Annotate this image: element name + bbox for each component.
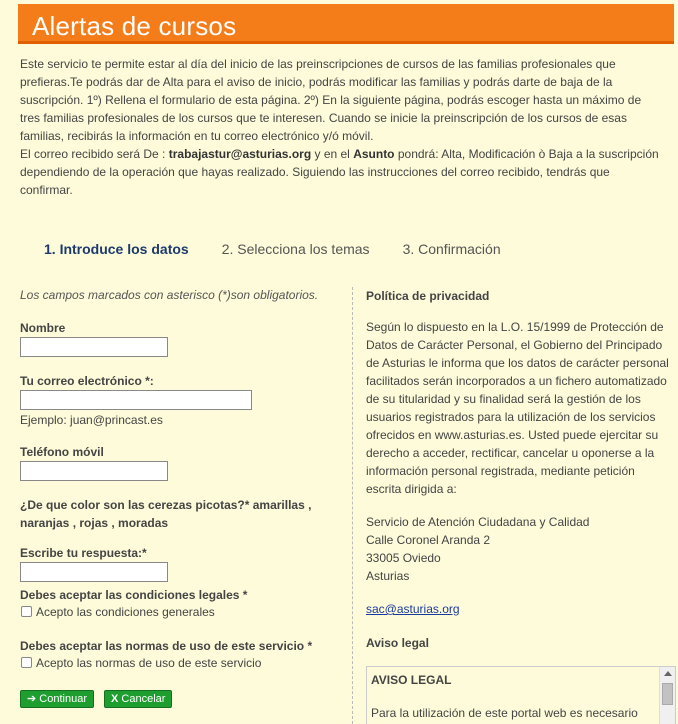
intro-paragraph-2-b: y en el bbox=[311, 147, 354, 161]
intro-paragraph-2-a: El correo recibido será De : bbox=[20, 147, 169, 161]
intro-text bbox=[20, 55, 660, 199]
asunto-label: Asunto bbox=[353, 147, 395, 161]
email-example: Ejemplo: juan@princast.es bbox=[20, 413, 163, 427]
legal-text-box[interactable] bbox=[366, 666, 676, 724]
nombre-label: Nombre bbox=[20, 321, 66, 335]
rules-checkbox-label[interactable]: Acepto las normas de uso de este servicio bbox=[36, 656, 262, 670]
address-line-3: 33005 Oviedo bbox=[366, 551, 441, 565]
privacy-text: Según lo dispuesto en la L.O. 15/1999 de Protección de Datos de Carácter Personal, el Gobierno del Principado de Asturias le informa que los datos de carácter personal facilitados serán incorporados a un fichero automatizado de su titularidad y su finalidad será la gestión de los usuarios registrados para la utilización de los servicios ofrecidos en www.asturias.es. Usted puede ejercitar su derecho a acceder, rectificar, cancelar u oponerse a la información personal registrada, mediante petición escrita dirigida a: bbox=[366, 320, 669, 496]
required-note: Los campos marcados con asterisco (*)son obligatorios. bbox=[20, 288, 319, 302]
legal-box-text: Para la utilización de este portal web es necesario bbox=[371, 706, 638, 720]
page-title: Alertas de cursos bbox=[32, 11, 237, 41]
scroll-up-icon[interactable] bbox=[664, 671, 672, 676]
telefono-input[interactable] bbox=[20, 461, 168, 481]
arrow-right-icon: ➔ bbox=[27, 693, 40, 705]
column-divider bbox=[352, 287, 353, 724]
cancel-button[interactable] bbox=[104, 690, 172, 708]
rules-checkbox[interactable] bbox=[21, 657, 32, 668]
email-label: Tu correo electrónico *: bbox=[20, 374, 154, 388]
conditions-checkbox[interactable] bbox=[21, 606, 32, 617]
answer-input[interactable] bbox=[20, 562, 168, 582]
step-3: 3. Confirmación bbox=[402, 241, 501, 257]
contact-email-link[interactable]: sac@asturias.org bbox=[366, 602, 460, 616]
step-indicator bbox=[44, 241, 644, 257]
cancel-button-label: Cancelar bbox=[121, 693, 166, 705]
sender-email: trabajastur@asturias.org bbox=[168, 147, 312, 161]
legal-scrollbar[interactable] bbox=[659, 667, 675, 724]
close-icon: X bbox=[111, 693, 122, 705]
scroll-thumb[interactable] bbox=[662, 683, 673, 705]
rules-label: Debes aceptar las normas de uso de este servicio * bbox=[20, 639, 313, 653]
email-input[interactable] bbox=[20, 390, 252, 410]
continue-button-label: Continuar bbox=[39, 693, 87, 705]
intro-paragraph-1: Este servicio te permite estar al día del inicio de las preinscripciones de cursos de las familias profesionales que prefieras.Te podrás dar de Alta para el aviso de inicio, podrás modificar las familias y podrás darte de baja de la suscripción. 1º) Rellena el formulario de esta página. 2º) En la siguiente página, podrás escoger hasta un máximo de tres familias profesionales de los cursos que te interesen. Cuando se inicie la preinscripción de los cursos de esas familias, recibirás la información en tu correo electrónico y/ó móvil. bbox=[20, 57, 642, 143]
step-1: 1. Introduce los datos bbox=[44, 241, 189, 257]
legal-title: Aviso legal bbox=[366, 636, 429, 650]
address-line-4: Asturias bbox=[366, 569, 410, 583]
conditions-checkbox-label[interactable]: Acepto las condiciones generales bbox=[36, 605, 215, 619]
address-line-1: Servicio de Atención Ciudadana y Calidad bbox=[366, 515, 590, 529]
privacy-title: Política de privacidad bbox=[366, 289, 490, 303]
answer-label: Escribe tu respuesta:* bbox=[20, 546, 147, 560]
nombre-input[interactable] bbox=[20, 337, 168, 357]
page-header bbox=[18, 4, 674, 44]
telefono-label: Teléfono móvil bbox=[20, 445, 104, 459]
address-line-2: Calle Coronel Aranda 2 bbox=[366, 533, 491, 547]
continue-button[interactable] bbox=[20, 690, 94, 708]
step-2: 2. Selecciona los temas bbox=[221, 241, 370, 257]
captcha-question: ¿De que color son las cerezas picotas?* amarillas , naranjas , rojas , moradas bbox=[20, 498, 312, 530]
legal-box-title: AVISO LEGAL bbox=[371, 673, 452, 687]
conditions-label: Debes aceptar las condiciones legales * bbox=[20, 588, 248, 602]
intro-paragraph-2-c: pondrá: Alta, Modificación ò Baja a la suscripción dependiendo de la operación que hayas realizado. Siguiendo las instrucciones del correo recibido, tendrás que confirmar. bbox=[20, 147, 659, 197]
